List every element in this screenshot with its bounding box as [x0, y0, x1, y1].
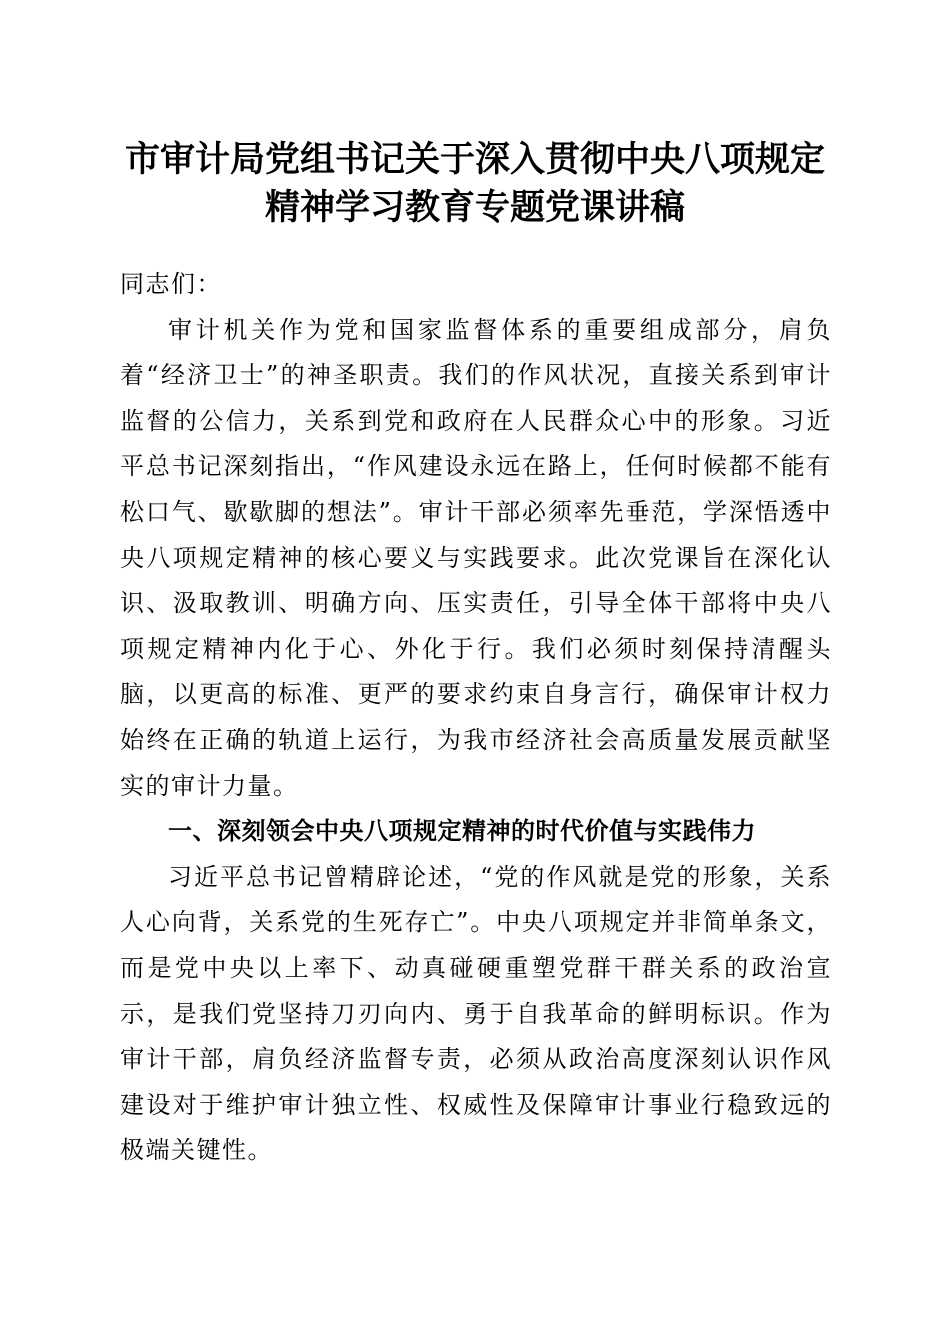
section-1-heading: 一、深刻领会中央八项规定精神的时代价值与实践伟力: [168, 817, 756, 846]
salutation: 同志们：: [120, 270, 222, 298]
document-body: [120, 262, 832, 1174]
intro-paragraph: 审计机关作为党和国家监督体系的重要组成部分，肩负着“经济卫士”的神圣职责。我们的作风状况，直接关系到审计监督的公信力，关系到党和政府在人民群众心中的形象。习近平总书记深刻指出，“作风建设永远在路上，任何时候都不能有松口气、歇歇脚的想法”。审计干部必须率先垂范，学深悟透中央八项规定精神的核心要义与实践要求。此次党课旨在深化认识、汲取教训、明确方向、压实责任，引导全体干部将中央八项规定精神内化于心、外化于行。我们必须时刻保持清醒头脑，以更高的标准、更严的要求约束自身言行，确保审计权力始终在正确的轨道上运行，为我市经济社会高质量发展贡献坚实的审计力量。: [120, 315, 832, 800]
document-title: [100, 136, 850, 232]
title-line-2: 精神学习教育专题党课讲稿: [264, 187, 685, 228]
title-line-1: 市审计局党组书记关于深入贯彻中央八项规定: [124, 139, 825, 180]
section-1-paragraph: 习近平总书记曾精辟论述，“党的作风就是党的形象，关系人心向背，关系党的生死存亡”。中央八项规定并非简单条文，而是党中央以上率下、动真碰硬重塑党群干群关系的政治宣示，是我们党坚持刀刃向内、勇于自我革命的鲜明标识。作为审计干部，肩负经济监督专责，必须从政治高度深刻认识作风建设对于维护审计独立性、权威性及保障审计事业行稳致远的极端关键性。: [120, 862, 832, 1165]
